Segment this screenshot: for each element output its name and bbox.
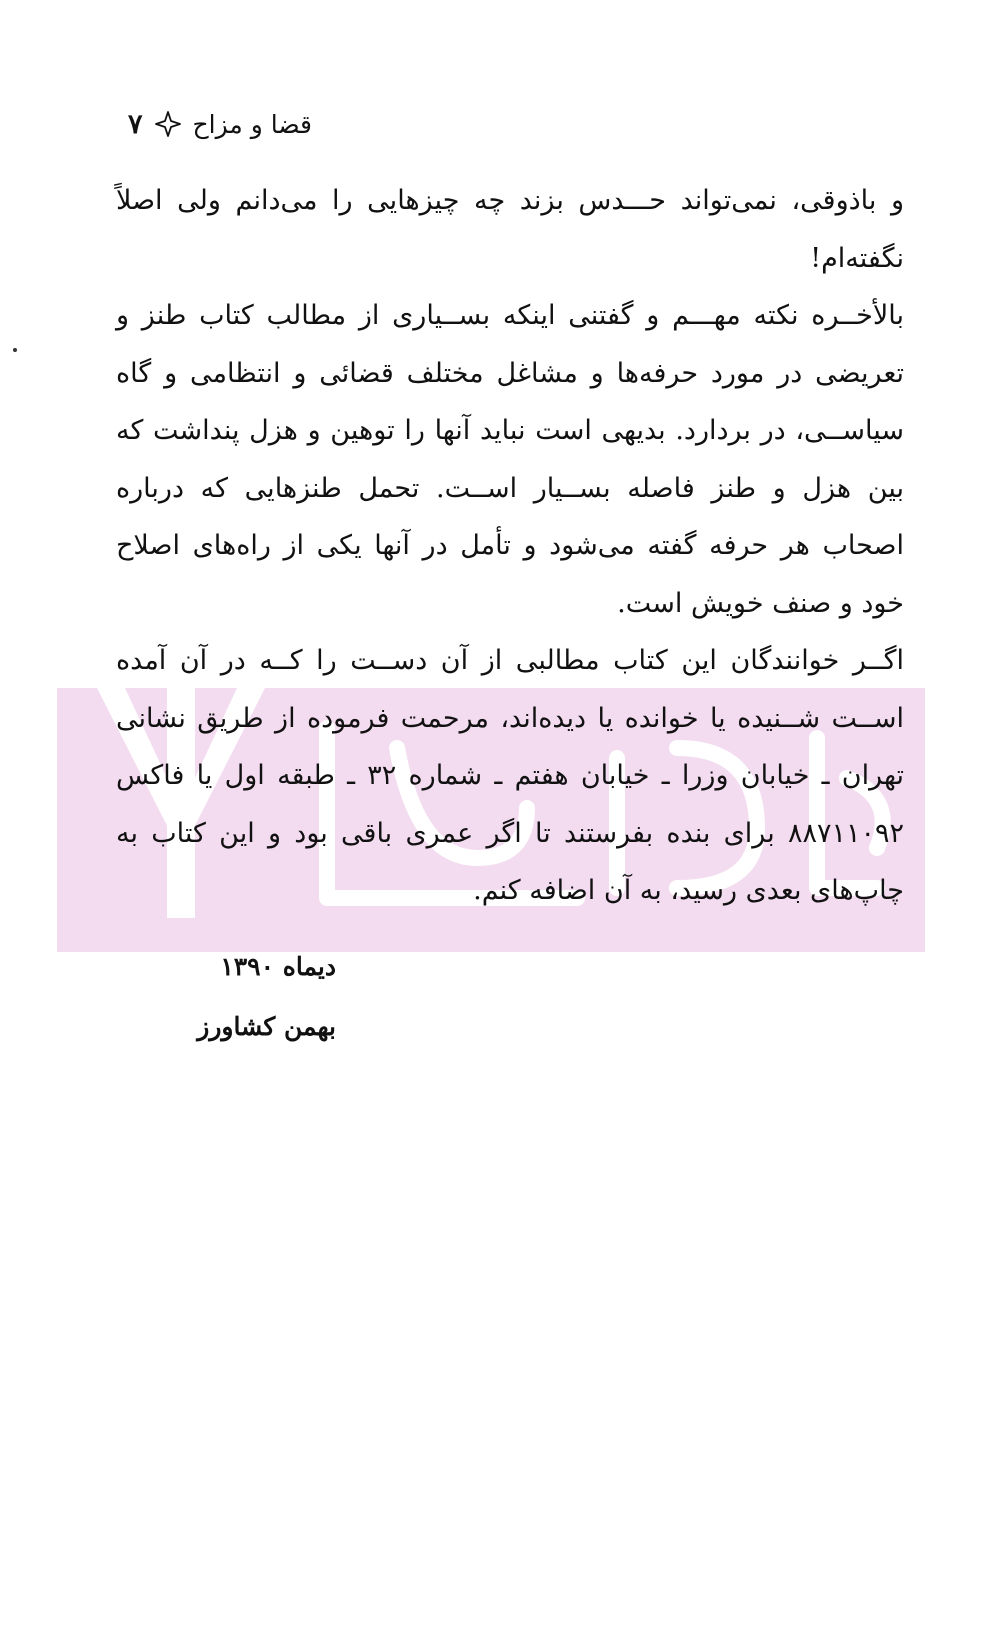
- margin-dot: [13, 348, 17, 352]
- signature-author: بهمن کشاورز: [197, 1012, 336, 1041]
- signature-date: دیماه ۱۳۹۰: [220, 952, 336, 981]
- body-text: [116, 172, 904, 920]
- paragraph-3: اگــر خوانندگان این کتاب مطالبی از آن دســت را کــه در آن آمده اســت شــنیده یا خوانده یا دیده‌اند، مرحمت فرموده از طریق نشانی تهران ـ خیابان وزرا ـ خیابان هفتم ـ شماره ۳۲ ـ طبقه اول یا فاکس ۸۸۷۱۱۰۹۲ برای بنده بفرستند تا اگر عمری باقی بود و این کتاب به چاپ‌های بعدی رسید، به آن اضافه کنم.: [116, 645, 904, 906]
- page-number: ۷: [128, 108, 143, 140]
- running-title: قضا و مزاح: [192, 109, 312, 139]
- paragraph-2: بالأخــره نکته مهـــم و گفتنی اینکه بســیاری از مطالب کتاب طنز و تعریضی در مورد حرفه‌ها و مشاغل مختلف قضائی و انتظامی و گاه سیاســی، در بردارد. بدیهی است نباید آنها را توهین و هزل پنداشت که بین هزل و طنز فاصله بســیار اســت. تحمل طنزهایی که درباره اصحاب هر حرفه گفته می‌شود و تأمل در آنها یکی از راه‌های اصلاح خود و صنف خویش است.: [116, 300, 904, 619]
- four-point-star-icon: [155, 111, 181, 137]
- paragraph-1: و باذوقی، نمی‌تواند حـــدس بزند چه چیزهایی را می‌دانم ولی اصلاً نگفته‌ام!: [116, 185, 904, 274]
- running-header: [112, 104, 312, 144]
